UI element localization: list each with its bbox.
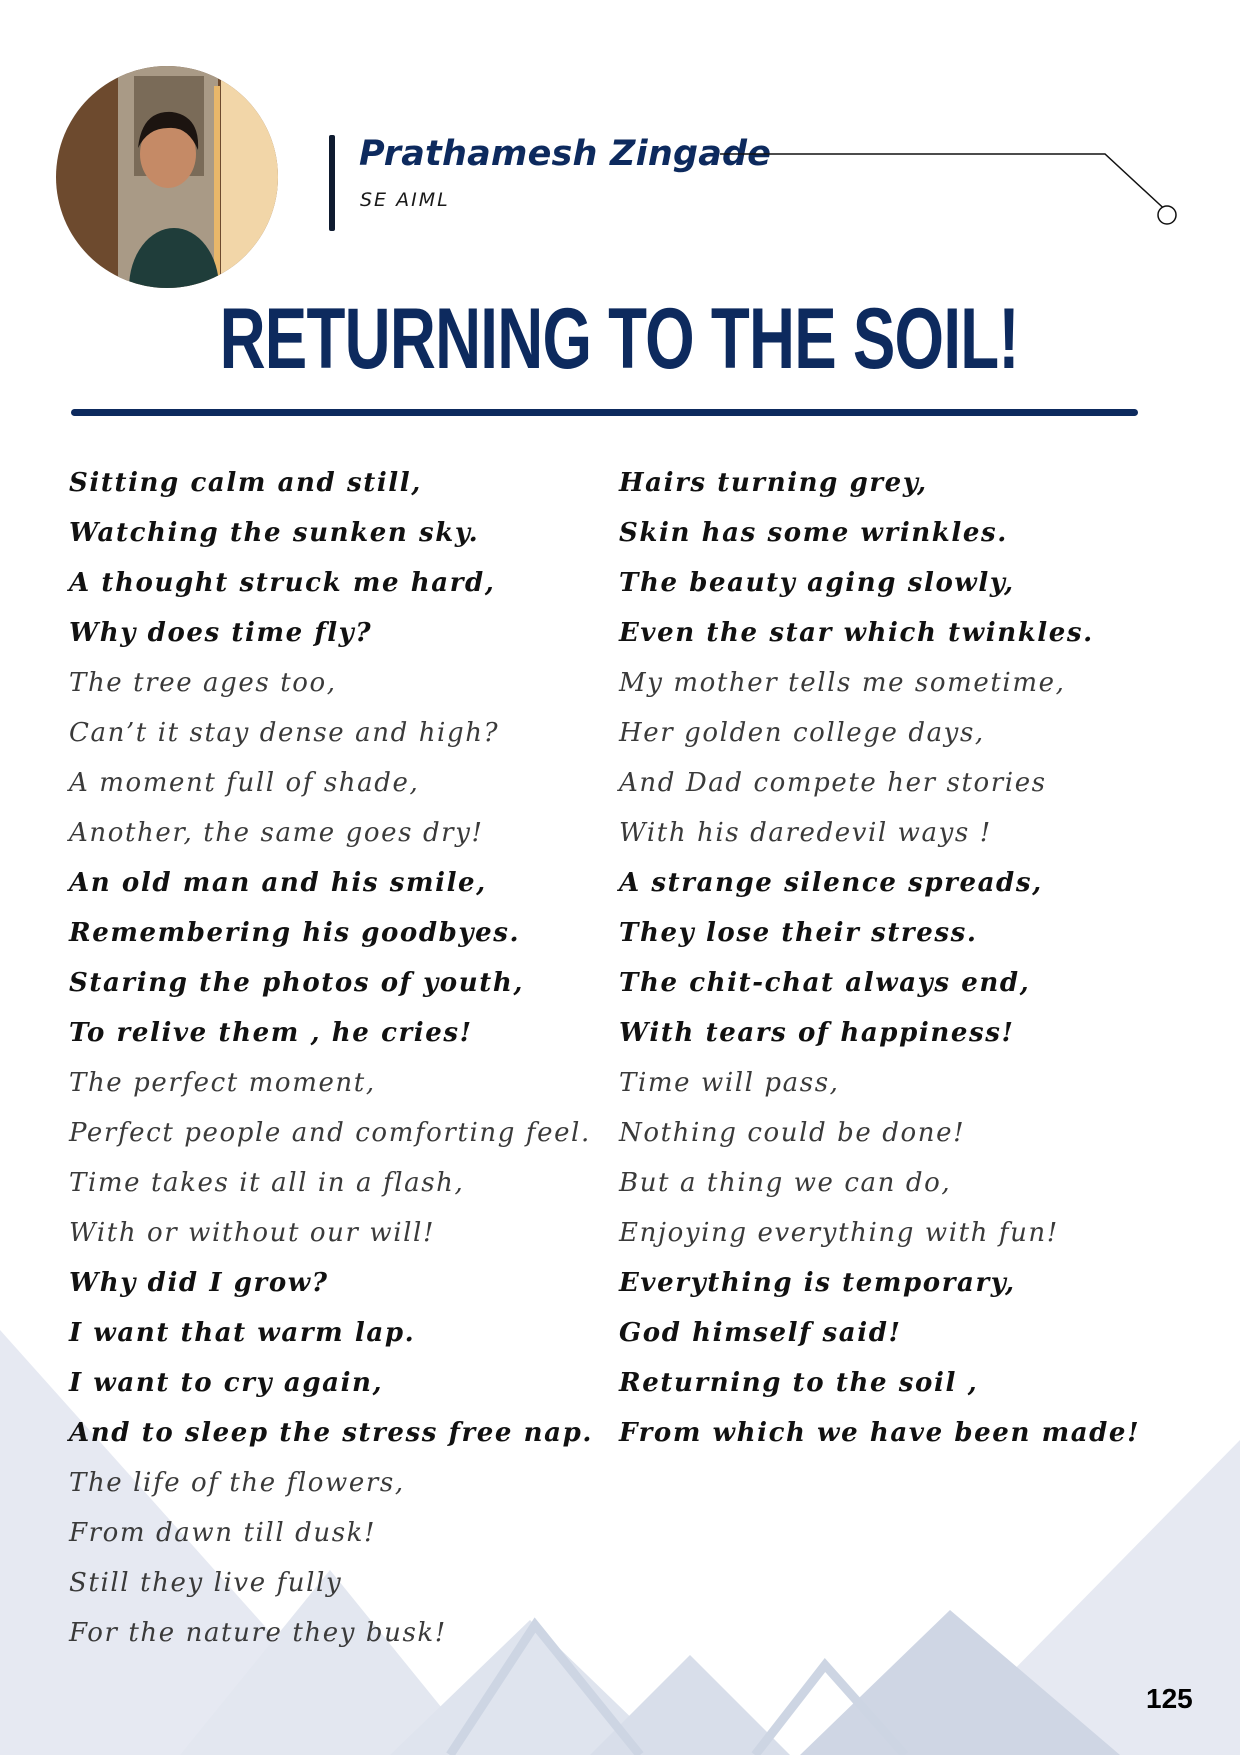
poem-title: RETURNING TO THE SOIL! <box>219 291 1019 387</box>
avatar-light-strip <box>214 86 220 286</box>
poem-line: A moment full of shade, <box>69 768 420 798</box>
connector-path <box>720 154 1172 216</box>
poem-line: With or without our will! <box>69 1218 436 1248</box>
poem-line: Hairs turning grey, <box>619 468 928 498</box>
poem-line: The perfect moment, <box>69 1068 376 1098</box>
poem-line: Remembering his goodbyes. <box>69 918 521 948</box>
poem-line: The tree ages too, <box>69 668 337 698</box>
poem-line: Perfect people and comforting feel. <box>69 1118 591 1148</box>
mountain-shape <box>590 1655 790 1755</box>
poem-line: They lose their stress. <box>619 918 978 948</box>
poem-line: With his daredevil ways ! <box>619 818 992 848</box>
poem-line: Watching the sunken sky. <box>69 518 480 548</box>
poem-line: A thought struck me hard, <box>69 568 496 598</box>
poem-line: Even the star which twinkles. <box>619 618 1094 648</box>
poem-line: Everything is temporary, <box>619 1268 1016 1298</box>
poem-line: The chit-chat always end, <box>619 968 1031 998</box>
author-name-bar <box>329 135 335 231</box>
poem-line: Time takes it all in a flash, <box>69 1168 465 1198</box>
author-class: SE AIML <box>360 189 450 211</box>
poem-line: From dawn till dusk! <box>69 1518 377 1548</box>
poem-line: An old man and his smile, <box>69 868 487 898</box>
poem-line: Nothing could be done! <box>619 1118 966 1148</box>
poem-right-column <box>619 458 1179 1458</box>
poem-line: And to sleep the stress free nap. <box>69 1418 594 1448</box>
poem-line: Why did I grow? <box>69 1268 329 1298</box>
poem-line: Sitting calm and still, <box>69 468 422 498</box>
poem-line: And Dad compete her stories <box>619 768 1047 798</box>
poem-line: God himself said! <box>619 1318 902 1348</box>
poem-line: Time will pass, <box>619 1068 840 1098</box>
author-avatar <box>56 66 278 288</box>
poem-line: Returning to the soil , <box>619 1368 979 1398</box>
poem-line: Why does time fly? <box>69 618 373 648</box>
poem-line: For the nature they busk! <box>69 1618 447 1648</box>
poem-line: I want to cry again, <box>69 1368 384 1398</box>
poem-left-column <box>69 458 594 1658</box>
poem-line: My mother tells me sometime, <box>619 668 1066 698</box>
connector-line <box>720 140 1180 230</box>
poem-line: The beauty aging slowly, <box>619 568 1015 598</box>
poem-line: Enjoying everything with fun! <box>619 1218 1059 1248</box>
poem-line: But a thing we can do, <box>619 1168 952 1198</box>
poem-line: To relive them , he cries! <box>69 1018 473 1048</box>
poem-line: Another, the same goes dry! <box>69 818 484 848</box>
poem-line: I want that warm lap. <box>69 1318 416 1348</box>
poem-line: Can’t it stay dense and high? <box>69 718 500 748</box>
poem-line: The life of the flowers, <box>69 1468 405 1498</box>
title-underline <box>71 409 1138 416</box>
poem-line: Her golden college days, <box>619 718 985 748</box>
poem-line: A strange silence spreads, <box>619 868 1043 898</box>
page-number: 125 <box>1146 1683 1193 1714</box>
poem-line: Still they live fully <box>69 1568 343 1598</box>
poem-line: From which we have been made! <box>619 1418 1141 1448</box>
author-name: Prathamesh Zingade <box>359 134 772 174</box>
connector-dot <box>1158 206 1176 224</box>
poem-line: Skin has some wrinkles. <box>619 518 1008 548</box>
poem-line: With tears of happiness! <box>619 1018 1015 1048</box>
poem-line: Staring the photos of youth, <box>69 968 525 998</box>
